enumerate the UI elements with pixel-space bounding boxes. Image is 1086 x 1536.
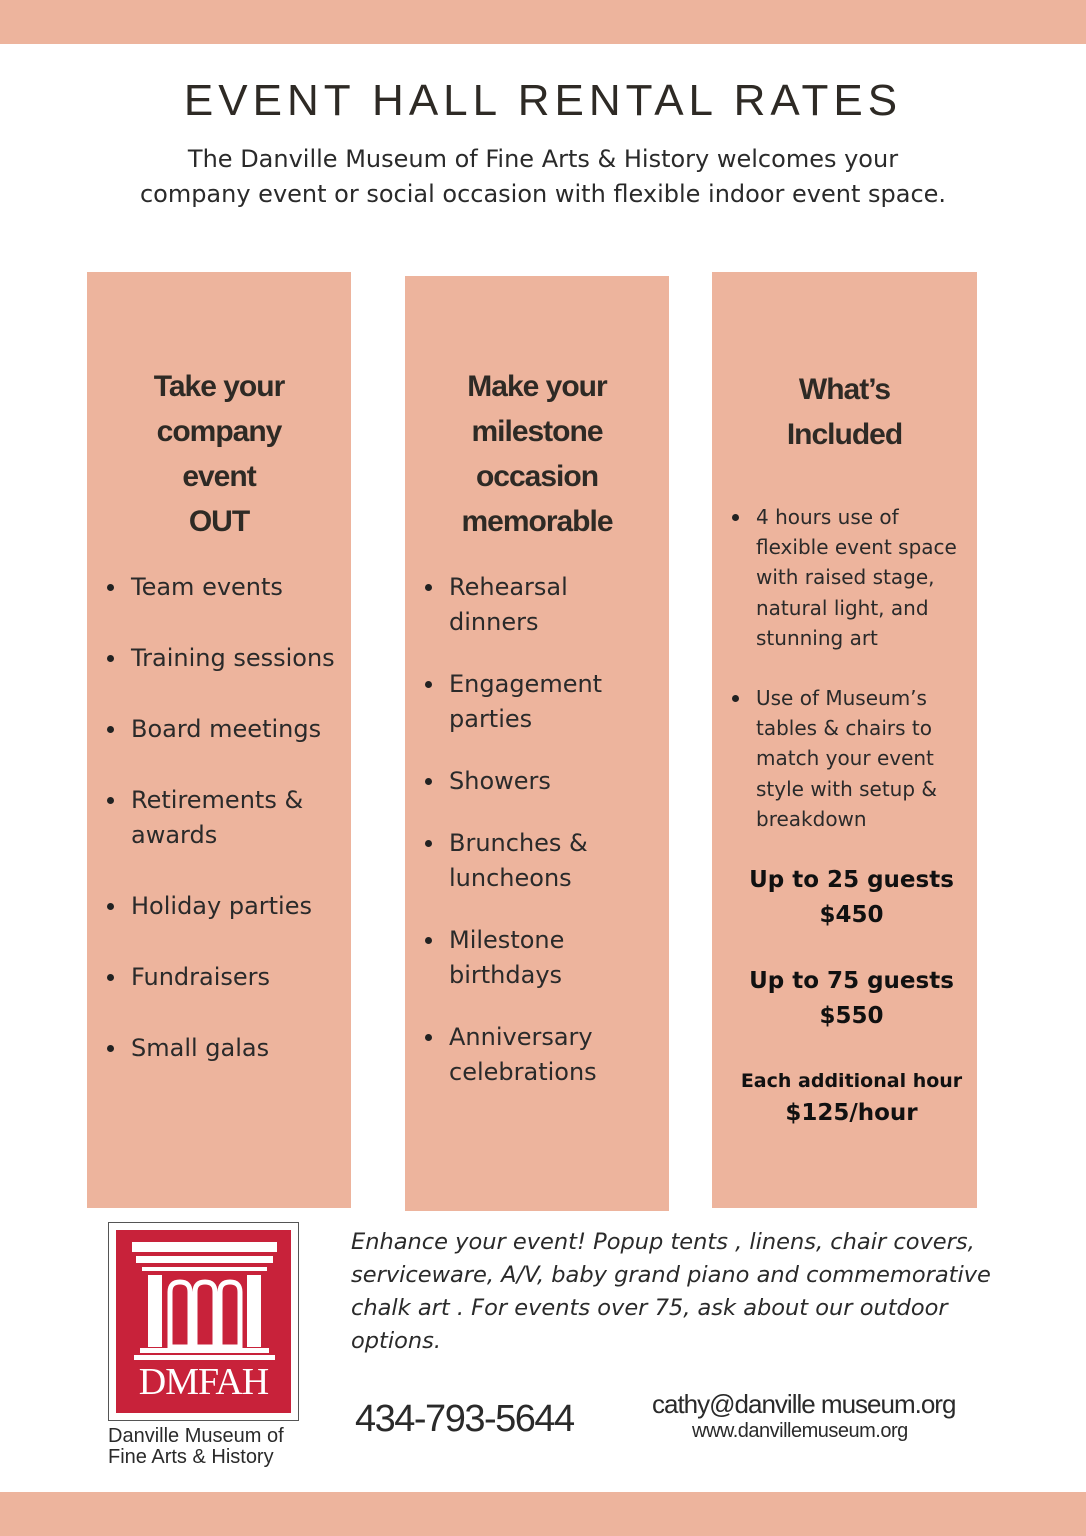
heading-line: Make your — [467, 370, 607, 403]
price-label: Up to 25 guests — [749, 867, 954, 893]
company-events-heading — [87, 364, 351, 544]
top-accent-band — [0, 0, 1086, 44]
bottom-accent-band — [0, 1492, 1086, 1536]
caption-line-2: Fine Arts & History — [108, 1446, 274, 1468]
price-additional-hour — [712, 1067, 977, 1131]
museum-logo — [108, 1222, 299, 1421]
heading-line: company — [156, 415, 282, 448]
heading-line: event — [182, 460, 256, 493]
price-25-guests — [712, 863, 977, 933]
whats-included-panel — [712, 272, 977, 1208]
list-item: Anniversary celebrations — [449, 1020, 664, 1090]
milestone-occasions-list — [449, 570, 664, 1117]
whats-included-heading — [712, 367, 977, 457]
price-label: Up to 75 guests — [749, 968, 954, 994]
company-events-panel — [87, 272, 351, 1208]
logo-caption — [108, 1426, 284, 1468]
price-75-guests — [712, 964, 977, 1034]
list-item: Use of Museum’s tables & chairs to match your event style with setup & breakdown — [756, 683, 971, 834]
heading-line: milestone — [471, 415, 603, 448]
page-title: EVENT HALL RENTAL RATES — [183, 76, 903, 125]
list-item: Small galas — [131, 1031, 346, 1066]
price-value: $550 — [819, 1003, 884, 1029]
milestone-occasions-heading — [405, 364, 669, 544]
list-item: Retirements & awards — [131, 783, 346, 853]
list-item: Showers — [449, 764, 664, 799]
caption-line-1: Danville Museum of — [108, 1425, 284, 1447]
list-item: Fundraisers — [131, 960, 346, 995]
enhance-text: Enhance your event! Popup tents , linens, chair covers, serviceware, A/V, baby grand piano and commemorative chalk art . For events over 75, ask about our outdoor options. — [351, 1229, 991, 1354]
heading-line: Included — [786, 418, 903, 451]
intro-text — [93, 142, 993, 212]
column-building-icon — [132, 1242, 277, 1360]
list-item: Holiday parties — [131, 889, 346, 924]
logo-red-field — [116, 1230, 291, 1413]
heading-line: OUT — [188, 505, 250, 538]
company-events-list — [131, 570, 346, 1102]
list-item: Team events — [131, 570, 346, 605]
milestone-occasions-panel — [405, 276, 669, 1211]
heading-line: Take your — [153, 370, 285, 403]
price-value: $450 — [819, 902, 884, 928]
intro-line-1: The Danville Museum of Fine Arts & History welcomes your — [187, 145, 899, 173]
phone-number[interactable]: 434-793-5644 — [355, 1398, 574, 1440]
list-item: 4 hours use of flexible event space with raised stage, natural light, and stunning art — [756, 502, 971, 653]
whats-included-list — [756, 502, 971, 864]
heading-line: memorable — [461, 505, 613, 538]
logo-wordmark: DMFAH — [138, 1361, 269, 1403]
list-item: Milestone birthdays — [449, 923, 664, 993]
price-value: $125/hour — [785, 1100, 918, 1126]
list-item: Engagement parties — [449, 667, 664, 737]
email-link[interactable]: cathy@danville museum.org — [652, 1389, 956, 1419]
list-item: Board meetings — [131, 712, 346, 747]
list-item: Brunches & luncheons — [449, 826, 664, 896]
list-item: Rehearsal dinners — [449, 570, 664, 640]
intro-line-2: company event or social occasion with flexible indoor event space. — [139, 180, 947, 208]
heading-line: occasion — [475, 460, 599, 493]
website-link[interactable]: www.danvillemuseum.org — [692, 1420, 908, 1442]
price-label: Each additional hour — [740, 1070, 963, 1092]
heading-line: What’s — [798, 373, 891, 406]
list-item: Training sessions — [131, 641, 346, 676]
